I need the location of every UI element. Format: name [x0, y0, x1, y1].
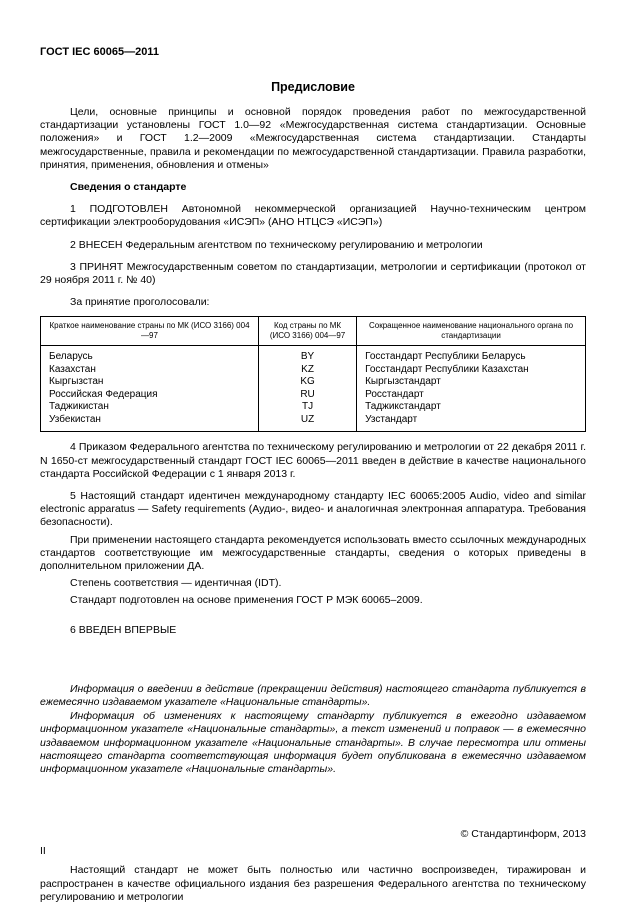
reproduction-restriction: Настоящий стандарт не может быть полностью или частично воспроизведен, тиражирован и распространен в качестве официального издания без разрешения Федерального агентства по техническому регулированию и метрологии [40, 864, 586, 903]
item-5-identity: 5 Настоящий стандарт идентичен международному стандарту IEC 60065:2005 Audio, video and similar electronic apparatus — Safety requirements (Аудио-, видео- и аналогичная электронная аппаратура. Требования безопасности). [40, 490, 586, 529]
page-title: Предисловие [271, 80, 355, 94]
item-2-submitted: 2 ВНЕСЕН Федеральным агентством по техническому регулированию и метрологии [70, 238, 483, 251]
cell-country: Узбекистан [41, 414, 259, 432]
cell-org: Узстандарт [357, 414, 586, 432]
item-6-first-time: 6 ВВЕДЕН ВПЕРВЫЕ [70, 623, 177, 636]
cell-org: Росстандарт [357, 389, 586, 402]
cell-country: Кыргызстан [41, 376, 259, 389]
item-1-prepared: 1 ПОДГОТОВЛЕН Автономной некоммерческой организацией Научно-техническим центром сертификации электрооборудования «ИСЭП» (АНО НТЦСЭ «ИСЭП») [40, 203, 586, 229]
table-row [41, 414, 586, 432]
cell-code: RU [259, 389, 357, 402]
cell-org: Госстандарт Республики Беларусь [357, 346, 586, 364]
voting-table-header-country: Краткое наименование страны по МК (ИСО 3166) 004—97 [41, 317, 259, 346]
cell-country: Казахстан [41, 364, 259, 377]
cell-org: Кыргызстандарт [357, 376, 586, 389]
page-number: II [40, 845, 46, 857]
item-5-degree: Степень соответствия — идентичная (IDT). [70, 577, 282, 590]
cell-org: Таджикстандарт [357, 401, 586, 414]
notice-amendments: Информация об изменениях к настоящему стандарту публикуется в ежегодно издаваемом информационном указателе «Национальные стандарты», а текст изменений и поправок — в ежемесячно издаваемом информационном указателе «Национальные стандарты». В случае пересмотра или отмены настоящего стандарта соответствующая информация будет опубликована в ежемесячно издаваемом информационном указателе «Национальные стандарты». [40, 710, 586, 776]
cell-code: BY [259, 346, 357, 364]
document-code: ГОСТ IEC 60065—2011 [40, 46, 159, 58]
item-4-order: 4 Приказом Федерального агентства по техническому регулированию и метрологии от 22 декабря 2011 г. N 1650-ст межгосударственный стандарт ГОСТ IEC 60065—2011 введен в действие в качестве национального стандарта Российской Федерации с 1 января 2013 г. [40, 441, 586, 480]
cell-code: TJ [259, 401, 357, 414]
voting-table-header-code: Код страны по МК (ИСО 3166) 004—97 [259, 317, 357, 346]
table-row [41, 389, 586, 402]
item-5-basis: Стандарт подготовлен на основе применения ГОСТ Р МЭК 60065–2009. [70, 594, 423, 607]
cell-org: Госстандарт Республики Казахстан [357, 364, 586, 377]
table-row [41, 376, 586, 389]
standard-info-heading: Сведения о стандарте [70, 181, 187, 194]
cell-code: UZ [259, 414, 357, 432]
table-row [41, 401, 586, 414]
table-row [41, 346, 586, 364]
cell-country: Российская Федерация [41, 389, 259, 402]
cell-country: Беларусь [41, 346, 259, 364]
item-5-recommendation: При применении настоящего стандарта рекомендуется использовать вместо ссылочных международных стандартов соответствующие им межгосударственные стандарты, сведения о которых приведены в дополнительном приложении ДА. [40, 533, 586, 573]
voting-table [40, 316, 586, 432]
voting-table-header-row [41, 317, 586, 346]
voting-table-header-org: Сокращенное наименование национального органа по стандартизации [357, 317, 586, 346]
notice-enactment: Информация о введении в действие (прекращении действия) настоящего стандарта публикуется в ежемесячно издаваемом указателе «Национальные стандарты». [40, 682, 586, 709]
cell-country: Таджикистан [41, 401, 259, 414]
intro-paragraph: Цели, основные принципы и основной порядок проведения работ по межгосударственной стандартизации установлены ГОСТ 1.0—92 «Межгосударственная система стандартизации. Основные положения» и ГОСТ 1.2—2009 «Межгосударственная система стандартизации. Стандарты межгосударственные, правила и рекомендации по межгосударственной стандартизации. Правила разработки, принятия, применения, обновления и отмены» [40, 106, 586, 171]
voting-intro: За принятие проголосовали: [70, 296, 210, 309]
table-row [41, 364, 586, 377]
item-3-adopted: 3 ПРИНЯТ Межгосударственным советом по стандартизации, метрологии и сертификации (протокол от 29 ноября 2011 г. № 40) [40, 260, 586, 287]
cell-code: KZ [259, 364, 357, 377]
notices-block [40, 683, 586, 776]
copyright-line: © Стандартинформ, 2013 [460, 828, 586, 841]
cell-code: KG [259, 376, 357, 389]
